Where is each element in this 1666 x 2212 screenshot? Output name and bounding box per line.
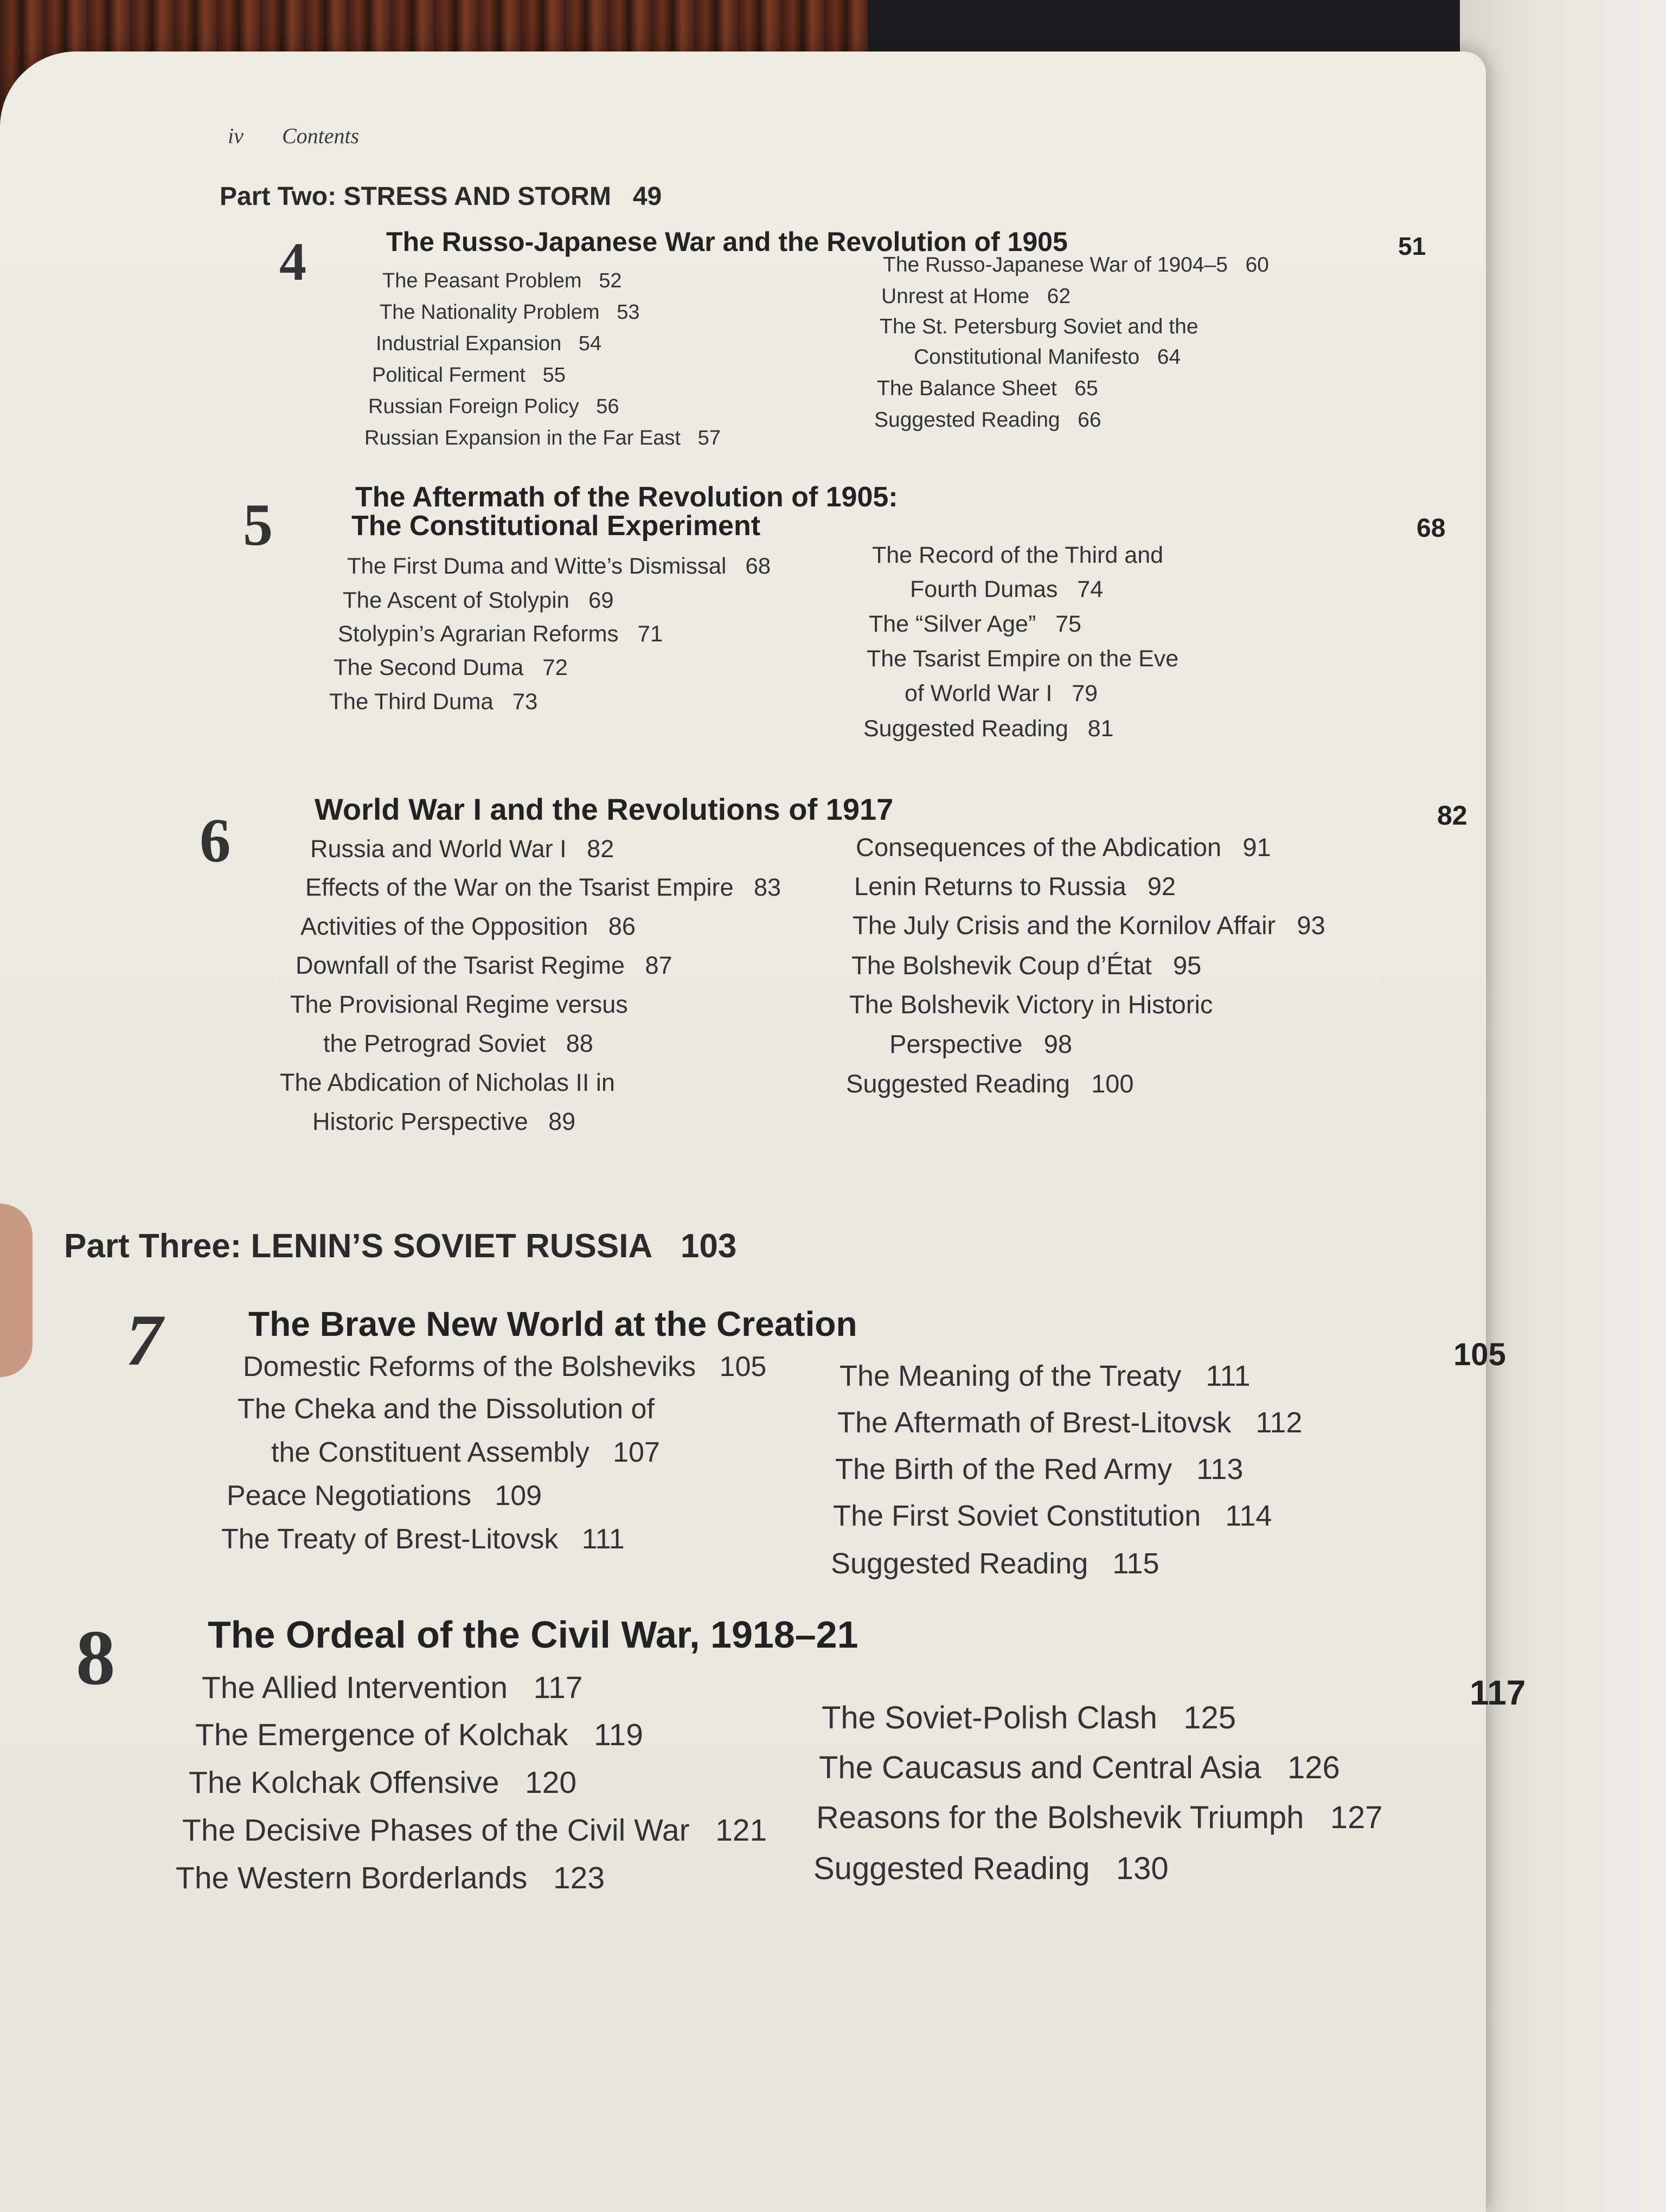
chapter-7-page: 105 <box>1453 1337 1506 1372</box>
toc-entry[interactable]: Russian Foreign Policy 56 <box>368 395 619 418</box>
toc-entry[interactable]: The “Silver Age” 75 <box>869 611 1081 637</box>
toc-entry[interactable]: Industrial Expansion 54 <box>376 332 602 355</box>
part-label: Part Three: LENIN’S SOVIET RUSSIA <box>64 1227 653 1265</box>
chapter-4-number: 4 <box>279 232 306 292</box>
toc-entry[interactable]: The Decisive Phases of the Civil War 121 <box>182 1813 767 1848</box>
toc-entry[interactable]: Stolypin’s Agrarian Reforms 71 <box>338 621 663 646</box>
toc-entry[interactable]: Consequences of the Abdication 91 <box>856 833 1271 861</box>
toc-entry[interactable]: The Third Duma 73 <box>329 689 538 714</box>
part-page: 49 <box>632 182 662 211</box>
toc-entry[interactable]: The Peasant Problem 52 <box>382 269 622 292</box>
chapter-4-page: 51 <box>1398 232 1426 260</box>
toc-entry[interactable]: Political Ferment 55 <box>372 364 566 387</box>
running-header-title: Contents <box>282 124 360 148</box>
toc-entry[interactable]: Russian Expansion in the Far East 57 <box>364 427 721 449</box>
finger <box>0 1204 33 1377</box>
toc-entry[interactable]: the Petrograd Soviet 88 <box>323 1030 593 1057</box>
chapter-5-title-line2: The Constitutional Experiment <box>351 510 761 542</box>
toc-entry[interactable]: The Second Duma 72 <box>334 654 568 680</box>
toc-entry[interactable]: The Russo-Japanese War of 1904–5 60 <box>883 253 1269 276</box>
toc-entry[interactable]: The Bolshevik Victory in Historic <box>849 990 1213 1019</box>
book-page <box>0 52 1526 2212</box>
toc-entry[interactable]: Suggested Reading 100 <box>846 1069 1134 1098</box>
toc-entry[interactable]: The Emergence of Kolchak 119 <box>195 1718 643 1752</box>
chapter-8-title: The Ordeal of the Civil War, 1918–21 <box>208 1613 858 1656</box>
chapter-6-number: 6 <box>200 806 231 875</box>
part-page: 103 <box>680 1227 737 1265</box>
toc-entry[interactable]: Effects of the War on the Tsarist Empire 83 <box>305 873 781 901</box>
toc-entry[interactable]: The Treaty of Brest-Litovsk 111 <box>221 1523 625 1555</box>
toc-entry[interactable]: The St. Petersburg Soviet and the <box>880 315 1199 338</box>
toc-entry[interactable]: The Balance Sheet 65 <box>877 377 1098 400</box>
toc-entry[interactable]: The Nationality Problem 53 <box>380 301 640 324</box>
toc-entry[interactable]: Constitutional Manifesto 64 <box>914 345 1181 369</box>
part-two-heading <box>220 182 662 211</box>
background-desk <box>1460 0 1666 2212</box>
chapter-5-title: The Aftermath of the Revolution of 1905: <box>355 481 898 513</box>
toc-entry[interactable]: The Provisional Regime versus <box>290 991 628 1018</box>
toc-entry[interactable]: The Tsarist Empire on the Eve <box>867 646 1179 672</box>
part-label: Part Two: STRESS AND STORM <box>220 182 611 211</box>
chapter-4-title: The Russo-Japanese War and the Revolution of 1905 <box>386 227 1068 257</box>
chapter-7-number: 7 <box>126 1300 163 1381</box>
toc-entry[interactable]: The First Duma and Witte’s Dismissal 68 <box>347 553 771 578</box>
toc-entry[interactable]: Suggested Reading 66 <box>874 408 1101 432</box>
chapter-5-number: 5 <box>243 492 273 558</box>
chapter-6-page: 82 <box>1437 800 1468 831</box>
toc-entry[interactable]: The Birth of the Red Army 113 <box>835 1453 1244 1486</box>
page-number: iv <box>228 124 244 148</box>
toc-entry[interactable]: The July Crisis and the Kornilov Affair 93 <box>853 911 1325 940</box>
toc-entry[interactable]: The Ascent of Stolypin 69 <box>343 587 614 613</box>
chapter-6-title: World War I and the Revolutions of 1917 <box>315 792 894 826</box>
toc-entry[interactable]: Reasons for the Bolshevik Triumph 127 <box>816 1800 1383 1835</box>
part-three-heading <box>64 1227 736 1265</box>
chapter-7-title: The Brave New World at the Creation <box>248 1304 857 1343</box>
toc-entry[interactable]: The Meaning of the Treaty 111 <box>840 1360 1251 1392</box>
toc-entry[interactable]: The Record of the Third and <box>872 542 1164 568</box>
toc-entry[interactable]: Suggested Reading 115 <box>831 1547 1159 1580</box>
toc-entry[interactable]: The Bolshevik Coup d’État 95 <box>851 951 1202 980</box>
toc-entry[interactable]: Activities of the Opposition 86 <box>300 912 636 940</box>
toc-entry[interactable]: Suggested Reading 130 <box>813 1851 1169 1886</box>
toc-entry[interactable]: The Aftermath of Brest-Litovsk 112 <box>837 1406 1303 1439</box>
toc-entry[interactable]: The Abdication of Nicholas II in <box>280 1069 615 1096</box>
toc-entry[interactable]: The Cheka and the Dissolution of <box>238 1393 655 1425</box>
toc-entry[interactable]: Suggested Reading 81 <box>863 716 1114 742</box>
toc-entry[interactable]: Fourth Dumas 74 <box>910 576 1104 602</box>
toc-entry[interactable]: Lenin Returns to Russia 92 <box>854 872 1176 901</box>
toc-entry[interactable]: Unrest at Home 62 <box>881 285 1071 308</box>
chapter-8-number: 8 <box>76 1615 116 1701</box>
toc-entry[interactable]: Historic Perspective 89 <box>312 1108 576 1135</box>
chapter-5-page: 68 <box>1417 514 1446 543</box>
toc-entry[interactable]: The Allied Intervention 117 <box>202 1670 583 1705</box>
toc-entry[interactable]: The Soviet-Polish Clash 125 <box>822 1700 1236 1735</box>
chapter-8-page: 117 <box>1470 1673 1526 1712</box>
toc-entry[interactable]: Peace Negotiations 109 <box>227 1480 542 1512</box>
toc-entry[interactable]: The Western Borderlands 123 <box>176 1861 605 1895</box>
toc-entry[interactable]: Perspective 98 <box>889 1030 1073 1058</box>
toc-entry[interactable]: the Constituent Assembly 107 <box>271 1437 660 1468</box>
toc-entry[interactable]: The Caucasus and Central Asia 126 <box>819 1750 1340 1785</box>
toc-entry[interactable]: Downfall of the Tsarist Regime 87 <box>296 951 672 979</box>
toc-entry[interactable]: Russia and World War I 82 <box>310 835 614 863</box>
toc-entry[interactable]: Domestic Reforms of the Bolsheviks 105 <box>243 1351 767 1382</box>
toc-entry[interactable]: of World War I 79 <box>905 680 1098 706</box>
toc-entry[interactable]: The Kolchak Offensive 120 <box>189 1765 577 1800</box>
toc-entry[interactable]: The First Soviet Constitution 114 <box>833 1500 1272 1532</box>
